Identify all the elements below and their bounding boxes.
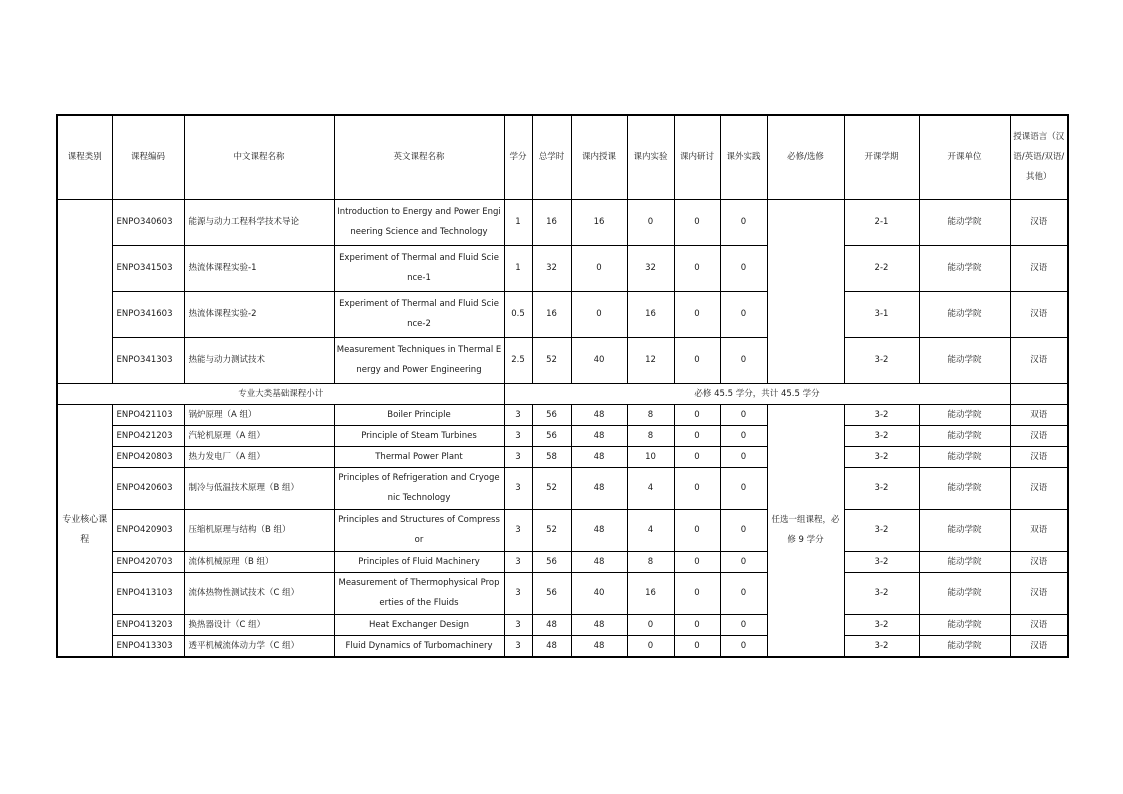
language: 汉语 bbox=[1010, 572, 1068, 614]
department: 能动学院 bbox=[919, 551, 1010, 572]
header-language: 授课语言（汉语/英语/双语/其他） bbox=[1010, 115, 1068, 199]
language: 汉语 bbox=[1010, 551, 1068, 572]
language: 汉语 bbox=[1010, 425, 1068, 446]
table-row bbox=[57, 425, 1068, 446]
lab-hours: 4 bbox=[627, 467, 674, 509]
credit: 3 bbox=[504, 404, 532, 425]
lecture-hours: 40 bbox=[571, 572, 627, 614]
table-row bbox=[57, 404, 1068, 425]
table-row bbox=[57, 446, 1068, 467]
total-hours: 16 bbox=[532, 199, 571, 245]
header-cn-name: 中文课程名称 bbox=[184, 115, 334, 199]
lab-hours: 8 bbox=[627, 425, 674, 446]
semester: 3-2 bbox=[844, 467, 919, 509]
credit: 3 bbox=[504, 635, 532, 657]
department: 能动学院 bbox=[919, 404, 1010, 425]
course-code: ENPO341603 bbox=[112, 291, 184, 337]
course-code: ENPO420703 bbox=[112, 551, 184, 572]
course-en-name: Principle of Steam Turbines bbox=[334, 425, 504, 446]
course-code: ENPO420603 bbox=[112, 467, 184, 509]
course-cn-name: 透平机械流体动力学（C 组） bbox=[184, 635, 334, 657]
lab-hours: 12 bbox=[627, 337, 674, 383]
header-en-name: 英文课程名称 bbox=[334, 115, 504, 199]
course-code: ENPO341303 bbox=[112, 337, 184, 383]
header-row bbox=[57, 115, 1068, 199]
course-code: ENPO413103 bbox=[112, 572, 184, 614]
practice-hours: 0 bbox=[720, 551, 767, 572]
credit: 1 bbox=[504, 245, 532, 291]
table-row bbox=[57, 467, 1068, 509]
lab-hours: 16 bbox=[627, 291, 674, 337]
lab-hours: 10 bbox=[627, 446, 674, 467]
total-hours: 48 bbox=[532, 614, 571, 635]
course-cn-name: 热流体课程实验-2 bbox=[184, 291, 334, 337]
subtotal-row bbox=[57, 383, 1068, 404]
table-row bbox=[57, 572, 1068, 614]
category-cell bbox=[57, 199, 112, 383]
discussion-hours: 0 bbox=[674, 551, 720, 572]
course-code: ENPO413303 bbox=[112, 635, 184, 657]
course-cn-name: 流体热物性测试技术（C 组） bbox=[184, 572, 334, 614]
semester: 3-2 bbox=[844, 509, 919, 551]
department: 能动学院 bbox=[919, 572, 1010, 614]
department: 能动学院 bbox=[919, 245, 1010, 291]
course-cn-name: 热流体课程实验-1 bbox=[184, 245, 334, 291]
credit: 0.5 bbox=[504, 291, 532, 337]
lecture-hours: 48 bbox=[571, 467, 627, 509]
semester: 2-2 bbox=[844, 245, 919, 291]
course-code: ENPO421203 bbox=[112, 425, 184, 446]
header-credit: 学分 bbox=[504, 115, 532, 199]
credit: 3 bbox=[504, 446, 532, 467]
discussion-hours: 0 bbox=[674, 245, 720, 291]
lab-hours: 0 bbox=[627, 635, 674, 657]
lab-hours: 8 bbox=[627, 404, 674, 425]
department: 能动学院 bbox=[919, 509, 1010, 551]
credit: 1 bbox=[504, 199, 532, 245]
discussion-hours: 0 bbox=[674, 635, 720, 657]
discussion-hours: 0 bbox=[674, 614, 720, 635]
total-hours: 48 bbox=[532, 635, 571, 657]
discussion-hours: 0 bbox=[674, 509, 720, 551]
header-semester: 开课学期 bbox=[844, 115, 919, 199]
language: 汉语 bbox=[1010, 291, 1068, 337]
language: 双语 bbox=[1010, 509, 1068, 551]
header-lecture: 课内授课 bbox=[571, 115, 627, 199]
lecture-hours: 0 bbox=[571, 245, 627, 291]
total-hours: 52 bbox=[532, 509, 571, 551]
total-hours: 32 bbox=[532, 245, 571, 291]
lecture-hours: 48 bbox=[571, 446, 627, 467]
table-row bbox=[57, 245, 1068, 291]
language: 汉语 bbox=[1010, 337, 1068, 383]
course-en-name: Measurement Techniques in Thermal Energy and Power Engineering bbox=[334, 337, 504, 383]
lab-hours: 4 bbox=[627, 509, 674, 551]
subtotal-label: 专业大类基础课程小计 bbox=[57, 383, 504, 404]
department: 能动学院 bbox=[919, 614, 1010, 635]
course-cn-name: 热力发电厂（A 组） bbox=[184, 446, 334, 467]
subtotal-summary: 必修 45.5 学分，共计 45.5 学分 bbox=[504, 383, 1010, 404]
total-hours: 52 bbox=[532, 467, 571, 509]
course-en-name: Experiment of Thermal and Fluid Science-1 bbox=[334, 245, 504, 291]
course-cn-name: 换热器设计（C 组） bbox=[184, 614, 334, 635]
course-cn-name: 汽轮机原理（A 组） bbox=[184, 425, 334, 446]
practice-hours: 0 bbox=[720, 446, 767, 467]
practice-hours: 0 bbox=[720, 635, 767, 657]
language: 汉语 bbox=[1010, 635, 1068, 657]
credit: 3 bbox=[504, 572, 532, 614]
discussion-hours: 0 bbox=[674, 446, 720, 467]
course-code: ENPO420803 bbox=[112, 446, 184, 467]
semester: 3-2 bbox=[844, 572, 919, 614]
department: 能动学院 bbox=[919, 337, 1010, 383]
lab-hours: 0 bbox=[627, 614, 674, 635]
table-row bbox=[57, 509, 1068, 551]
total-hours: 52 bbox=[532, 337, 571, 383]
lecture-hours: 16 bbox=[571, 199, 627, 245]
required-cell bbox=[767, 199, 844, 383]
practice-hours: 0 bbox=[720, 404, 767, 425]
course-en-name: Thermal Power Plant bbox=[334, 446, 504, 467]
department: 能动学院 bbox=[919, 199, 1010, 245]
practice-hours: 0 bbox=[720, 245, 767, 291]
header-hours: 总学时 bbox=[532, 115, 571, 199]
language: 汉语 bbox=[1010, 446, 1068, 467]
credit: 3 bbox=[504, 551, 532, 572]
semester: 3-2 bbox=[844, 614, 919, 635]
lecture-hours: 48 bbox=[571, 614, 627, 635]
total-hours: 56 bbox=[532, 425, 571, 446]
practice-hours: 0 bbox=[720, 467, 767, 509]
course-cn-name: 热能与动力测试技术 bbox=[184, 337, 334, 383]
lab-hours: 32 bbox=[627, 245, 674, 291]
course-en-name: Principles of Fluid Machinery bbox=[334, 551, 504, 572]
department: 能动学院 bbox=[919, 446, 1010, 467]
course-cn-name: 制冷与低温技术原理（B 组） bbox=[184, 467, 334, 509]
credit: 3 bbox=[504, 467, 532, 509]
semester: 2-1 bbox=[844, 199, 919, 245]
course-en-name: Principles of Refrigeration and Cryogenic Technology bbox=[334, 467, 504, 509]
language: 汉语 bbox=[1010, 467, 1068, 509]
lab-hours: 16 bbox=[627, 572, 674, 614]
department: 能动学院 bbox=[919, 291, 1010, 337]
lecture-hours: 0 bbox=[571, 291, 627, 337]
header-dept: 开课单位 bbox=[919, 115, 1010, 199]
table-row bbox=[57, 614, 1068, 635]
total-hours: 16 bbox=[532, 291, 571, 337]
total-hours: 56 bbox=[532, 551, 571, 572]
discussion-hours: 0 bbox=[674, 291, 720, 337]
lab-hours: 8 bbox=[627, 551, 674, 572]
practice-hours: 0 bbox=[720, 425, 767, 446]
discussion-hours: 0 bbox=[674, 467, 720, 509]
course-code: ENPO421103 bbox=[112, 404, 184, 425]
practice-hours: 0 bbox=[720, 291, 767, 337]
course-table bbox=[56, 114, 1069, 658]
total-hours: 58 bbox=[532, 446, 571, 467]
credit: 3 bbox=[504, 614, 532, 635]
semester: 3-2 bbox=[844, 337, 919, 383]
practice-hours: 0 bbox=[720, 509, 767, 551]
lecture-hours: 48 bbox=[571, 404, 627, 425]
course-en-name: Fluid Dynamics of Turbomachinery bbox=[334, 635, 504, 657]
course-en-name: Principles and Structures of Compressor bbox=[334, 509, 504, 551]
discussion-hours: 0 bbox=[674, 425, 720, 446]
language: 汉语 bbox=[1010, 199, 1068, 245]
practice-hours: 0 bbox=[720, 614, 767, 635]
practice-hours: 0 bbox=[720, 337, 767, 383]
course-cn-name: 流体机械原理（B 组） bbox=[184, 551, 334, 572]
department: 能动学院 bbox=[919, 425, 1010, 446]
semester: 3-1 bbox=[844, 291, 919, 337]
course-en-name: Experiment of Thermal and Fluid Science-2 bbox=[334, 291, 504, 337]
course-en-name: Measurement of Thermophysical Properties of the Fluids bbox=[334, 572, 504, 614]
header-code: 课程编码 bbox=[112, 115, 184, 199]
course-en-name: Introduction to Energy and Power Engineering Science and Technology bbox=[334, 199, 504, 245]
course-en-name: Boiler Principle bbox=[334, 404, 504, 425]
course-code: ENPO341503 bbox=[112, 245, 184, 291]
discussion-hours: 0 bbox=[674, 572, 720, 614]
course-cn-name: 能源与动力工程科学技术导论 bbox=[184, 199, 334, 245]
course-code: ENPO413203 bbox=[112, 614, 184, 635]
semester: 3-2 bbox=[844, 404, 919, 425]
lecture-hours: 40 bbox=[571, 337, 627, 383]
course-code: ENPO420903 bbox=[112, 509, 184, 551]
table-row bbox=[57, 635, 1068, 657]
table-row bbox=[57, 291, 1068, 337]
course-cn-name: 压缩机原理与结构（B 组） bbox=[184, 509, 334, 551]
required-cell: 任选一组课程，必修 9 学分 bbox=[767, 404, 844, 657]
header-category: 课程类别 bbox=[57, 115, 112, 199]
semester: 3-2 bbox=[844, 635, 919, 657]
semester: 3-2 bbox=[844, 551, 919, 572]
discussion-hours: 0 bbox=[674, 337, 720, 383]
credit: 3 bbox=[504, 425, 532, 446]
total-hours: 56 bbox=[532, 572, 571, 614]
lecture-hours: 48 bbox=[571, 635, 627, 657]
header-lab: 课内实验 bbox=[627, 115, 674, 199]
subtotal-empty bbox=[1010, 383, 1068, 404]
lecture-hours: 48 bbox=[571, 425, 627, 446]
practice-hours: 0 bbox=[720, 199, 767, 245]
semester: 3-2 bbox=[844, 446, 919, 467]
credit: 2.5 bbox=[504, 337, 532, 383]
header-required: 必修/选修 bbox=[767, 115, 844, 199]
practice-hours: 0 bbox=[720, 572, 767, 614]
discussion-hours: 0 bbox=[674, 199, 720, 245]
table-row bbox=[57, 337, 1068, 383]
language: 汉语 bbox=[1010, 614, 1068, 635]
table-row bbox=[57, 551, 1068, 572]
discussion-hours: 0 bbox=[674, 404, 720, 425]
header-practice: 课外实践 bbox=[720, 115, 767, 199]
header-discussion: 课内研讨 bbox=[674, 115, 720, 199]
department: 能动学院 bbox=[919, 467, 1010, 509]
lecture-hours: 48 bbox=[571, 509, 627, 551]
course-code: ENPO340603 bbox=[112, 199, 184, 245]
course-cn-name: 锅炉原理（A 组） bbox=[184, 404, 334, 425]
course-en-name: Heat Exchanger Design bbox=[334, 614, 504, 635]
lab-hours: 0 bbox=[627, 199, 674, 245]
language: 汉语 bbox=[1010, 245, 1068, 291]
semester: 3-2 bbox=[844, 425, 919, 446]
department: 能动学院 bbox=[919, 635, 1010, 657]
total-hours: 56 bbox=[532, 404, 571, 425]
lecture-hours: 48 bbox=[571, 551, 627, 572]
category-cell: 专业核心课程 bbox=[57, 404, 112, 657]
table-row bbox=[57, 199, 1068, 245]
language: 双语 bbox=[1010, 404, 1068, 425]
credit: 3 bbox=[504, 509, 532, 551]
